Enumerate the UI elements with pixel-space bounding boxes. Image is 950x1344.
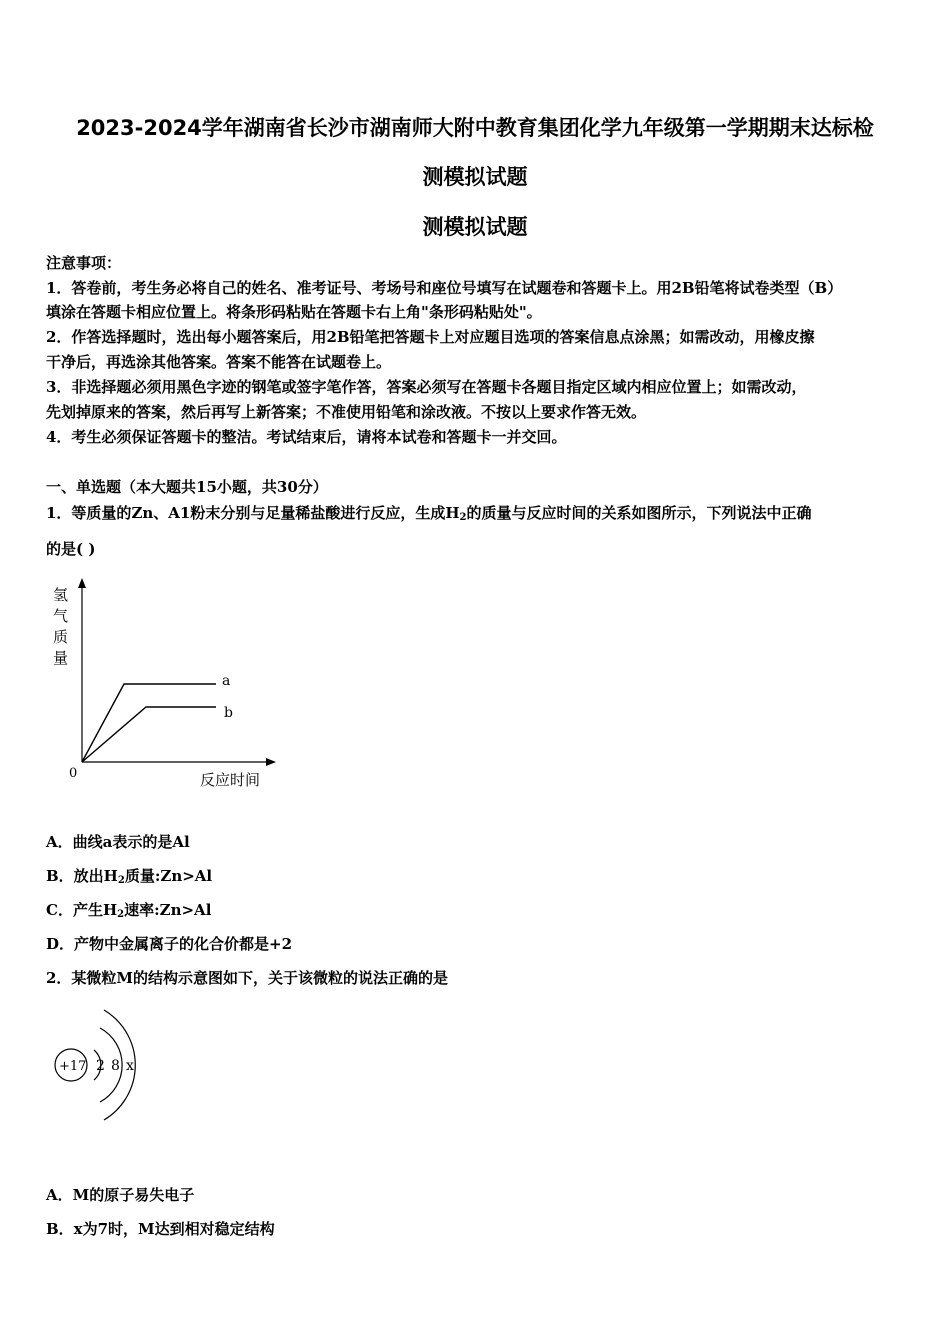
- q1-option-c[interactable]: C．产生$H_2$速率:Zn>Al: [46, 901, 212, 920]
- nucleus-charge: +17: [59, 1059, 87, 1074]
- q2-option-a[interactable]: A．M的原子易失电子: [46, 1186, 195, 1204]
- q1-option-a[interactable]: A．曲线a表示的是Al: [46, 833, 190, 851]
- y-label-char: 量: [53, 649, 69, 667]
- question-1-stem: 1．等质量的Zn、A1粉末分别与足量稀盐酸进行反应，生成$H_2$的质量与反应时间的关系如图所示，下列说法中正确: [46, 504, 812, 523]
- shell-3-electrons: x: [126, 1058, 134, 1074]
- notice-heading: 注意事项：: [46, 254, 122, 272]
- question-2-stem: 2．某微粒M的结构示意图如下，关于该微粒的说法正确的是: [46, 969, 449, 987]
- curve-a-label: a: [222, 673, 231, 689]
- notice-line: 2．作答选择题时，选出每小题答案后，用2B铅笔把答题卡上对应题目选项的答案信息点涂黑；如需改动，用橡皮擦: [46, 328, 815, 346]
- y-label-char: 质: [53, 628, 69, 646]
- x-axis-arrow: [266, 758, 276, 766]
- notice-line: 1．答卷前，考生务必将自己的姓名、准考证号、考场号和座位号填写在试题卷和答题卡上。用2B铅笔将试卷类型（B）: [46, 279, 843, 297]
- curve-a: [82, 684, 216, 762]
- x-axis-label: 反应时间: [200, 771, 261, 789]
- curve-b: [82, 707, 216, 762]
- notice-line: 填涂在答题卡相应位置上。将条形码粘贴在答题卡右上角"条形码粘贴处"。: [46, 303, 542, 321]
- y-label-char: 氢: [53, 586, 69, 604]
- page-title-line3: 测模拟试题: [422, 215, 528, 239]
- y-label-char: 气: [53, 607, 69, 625]
- origin-label: 0: [69, 766, 78, 781]
- page-title-line1: 2023-2024学年湖南省长沙市湖南师大附中教育集团化学九年级第一学期期末达标检: [76, 116, 874, 140]
- q1-option-b[interactable]: B．放出$H_2$质量:Zn>Al: [46, 867, 213, 886]
- notice-line: 先划掉原来的答案，然后再写上新答案；不准使用铅笔和涂改液。不按以上要求作答无效。: [46, 403, 647, 421]
- shell-1-electrons: 2: [96, 1058, 105, 1074]
- curve-b-label: b: [224, 705, 233, 721]
- atomic-structure-diagram: [48, 1002, 158, 1127]
- y-axis-arrow: [78, 578, 86, 588]
- q1-option-d[interactable]: D．产物中金属离子的化合价都是+2: [46, 935, 293, 953]
- notice-line: 4．考生必须保证答题卡的整洁。考试结束后，请将本试卷和答题卡一并交回。: [46, 428, 567, 446]
- notice-line: 3．非选择题必须用黑色字迹的钢笔或签字笔作答，答案必须写在答题卡各题目指定区域内相应位置上；如需改动，: [46, 378, 807, 396]
- q2-option-b[interactable]: B．x为7时，M达到相对稳定结构: [46, 1220, 275, 1238]
- section-heading: 一、单选题（本大题共15小题，共30分）: [46, 478, 328, 496]
- shell-2-electrons: 8: [111, 1058, 120, 1074]
- question-1-stem-line2: 的是( ): [46, 540, 96, 558]
- question-1-graph: [40, 572, 300, 802]
- notice-line: 干净后，再选涂其他答案。答案不能答在试题卷上。: [46, 353, 392, 371]
- page-title-line2: 测模拟试题: [422, 165, 528, 189]
